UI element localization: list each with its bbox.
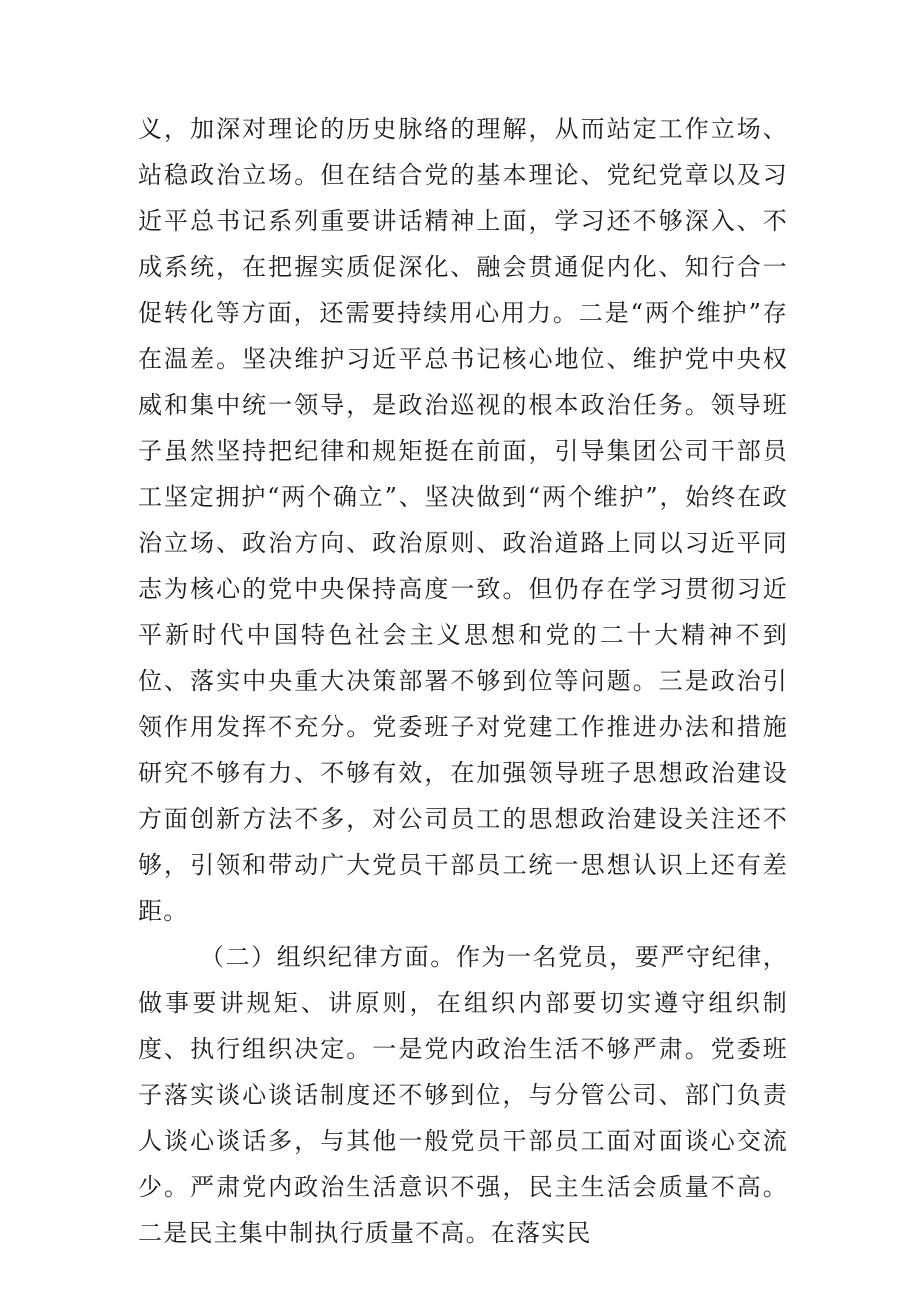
paragraph-organizational-discipline: （二）组织纪律方面。作为一名党员，要严守纪律，做事要讲规矩、讲原则，在组织内部要切实遵守组织制度、执行组织决定。一是党内政治生活不够严肃。党委班子落实谈心谈话制度还不够到位，与分管公司、部门负责人谈心谈话多，与其他一般党员干部员工面对面谈心交流少。严肃党内政治生活意识不强，民主生活会质量不高。二是民主集中制执行质量不高。在落实民 (138, 943, 788, 1247)
paragraph-political-discipline-continued: 义，加深对理论的历史脉络的理解，从而站定工作立场、站稳政治立场。但在结合党的基本理论、党纪党章以及习近平总书记系列重要讲话精神上面，学习还不够深入、不成系统，在把握实质促深化、融会贯通促内化、知行合一促转化等方面，还需要持续用心用力。二是“两个维护”存在温差。坚决维护习近平总书记核心地位、维护党中央权威和集中统一领导，是政治巡视的根本政治任务。领导班子虽然坚持把纪律和规矩挺在前面，引导集团公司干部员工坚定拥护“两个确立”、坚决做到“两个维护”，始终在政治立场、政治方向、政治原则、政治道路上同以习近平同志为核心的党中央保持高度一致。但仍存在学习贯彻习近平新时代中国特色社会主义思想和党的二十大精神不到位、落实中央重大决策部署不够到位等问题。三是政治引领作用发挥不充分。党委班子对党建工作推进办法和措施研究不够有力、不够有效，在加强领导班子思想政治建设方面创新方法不多，对公司员工的思想政治建设关注还不够，引领和带动广大党员干部员工统一思想认识上还有差距。 (138, 115, 788, 925)
document-body (138, 106, 788, 1256)
